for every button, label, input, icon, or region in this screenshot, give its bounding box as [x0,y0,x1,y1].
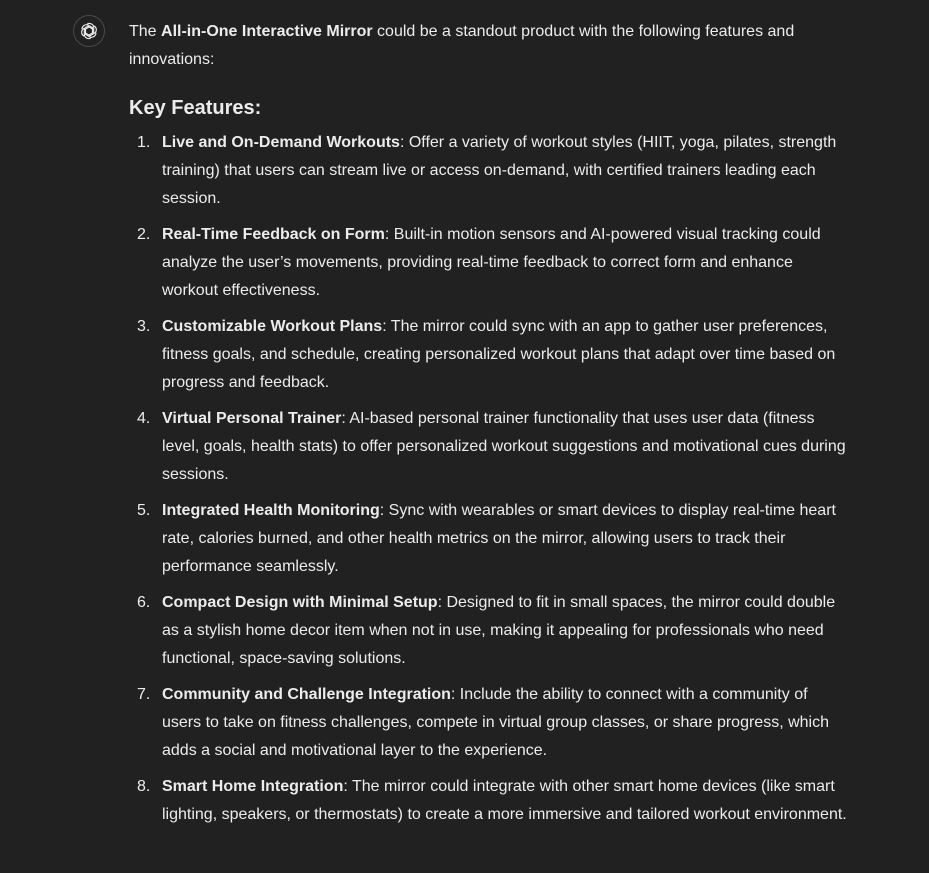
feature-title: Compact Design with Minimal Setup [162,594,438,611]
list-number: 3. [137,318,151,335]
list-item [129,313,849,397]
feature-title: Community and Challenge Integration [162,686,451,703]
list-number: 8. [137,778,151,795]
list-number: 2. [137,226,151,243]
list-item [129,221,849,305]
openai-logo-icon [79,21,99,41]
feature-description: : AI-based personal trainer functionality that uses user data (fitness level, goals, health stats) to offer personalized workout suggestions and motivational cues during sessions. [162,410,846,483]
feature-title: Smart Home Integration [162,778,344,795]
assistant-message [129,18,849,837]
list-number: 6. [137,594,151,611]
list-item [129,589,849,673]
feature-description: : Include the ability to connect with a community of users to take on fitness challenges, compete in virtual group classes, or share progress, which adds a social and motivational layer to the experience. [162,686,829,759]
feature-description: : The mirror could integrate with other smart home devices (like smart lighting, speakers, or thermostats) to create a more immersive and tailored workout environment. [162,778,847,823]
assistant-avatar [73,15,105,47]
product-name: All-in-One Interactive Mirror [161,23,373,40]
list-number: 7. [137,686,151,703]
feature-title: Real-Time Feedback on Form [162,226,385,243]
list-item [129,681,849,765]
feature-description: : Sync with wearables or smart devices to display real-time heart rate, calories burned, and other health metrics on the mirror, allowing users to track their performance seamlessly. [162,502,836,575]
feature-title: Integrated Health Monitoring [162,502,380,519]
list-item [129,405,849,489]
section-heading: Key Features: [129,97,262,119]
feature-description: : The mirror could sync with an app to gather user preferences, fitness goals, and schedule, creating personalized workout plans that adapt over time based on progress and feedback. [162,318,836,391]
feature-title: Live and On-Demand Workouts [162,134,400,151]
list-item [129,773,849,829]
feature-title: Customizable Workout Plans [162,318,383,335]
feature-title: Virtual Personal Trainer [162,410,342,427]
intro-paragraph [129,18,849,74]
list-number: 5. [137,502,151,519]
feature-description: : Designed to fit in small spaces, the mirror could double as a stylish home decor item when not in use, making it appealing for professionals who need functional, space-saving solutions. [162,594,836,667]
feature-description: : Offer a variety of workout styles (HIIT, yoga, pilates, strength training) that users can stream live or access on-demand, with certified trainers leading each session. [162,134,837,207]
features-list [129,129,849,829]
intro-before: The [129,23,162,40]
list-item [129,497,849,581]
intro-after: could be a standout product with the following features and innovations: [129,23,795,68]
list-item [129,129,849,213]
feature-description: : Built-in motion sensors and AI-powered visual tracking could analyze the user’s movements, providing real-time feedback to correct form and enhance workout effectiveness. [162,226,821,299]
list-number: 4. [137,410,151,427]
list-number: 1. [137,134,151,151]
